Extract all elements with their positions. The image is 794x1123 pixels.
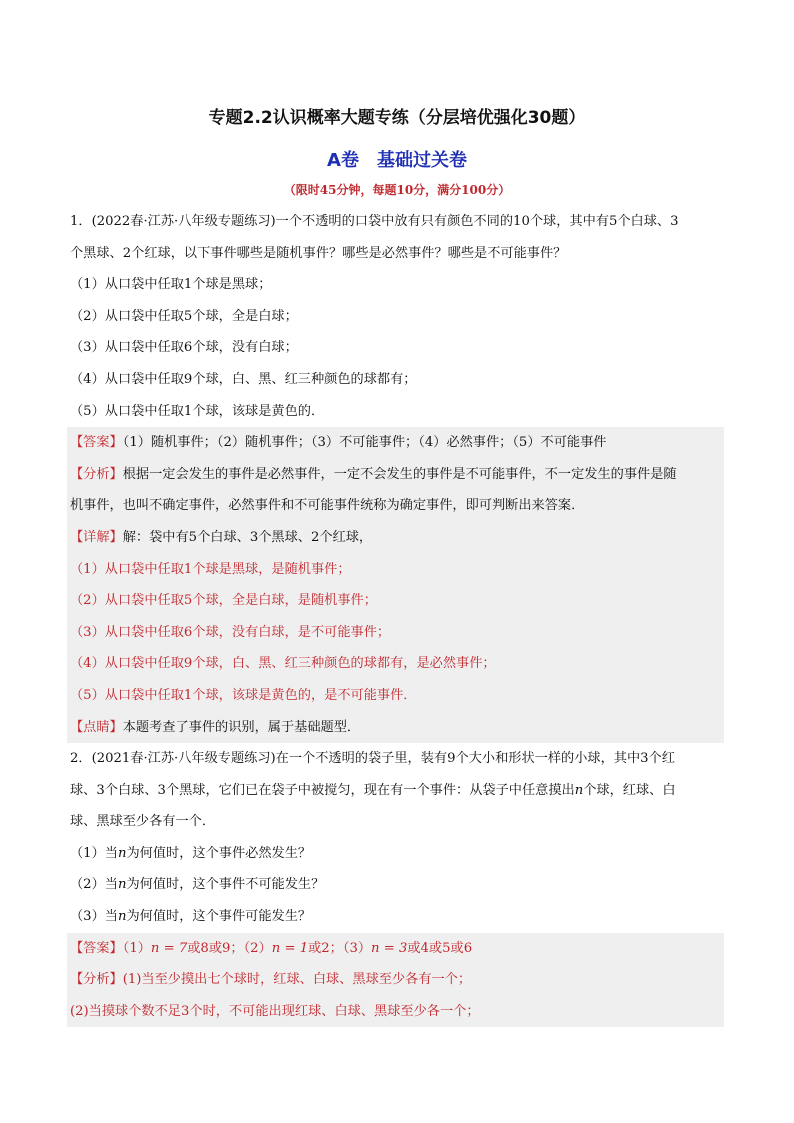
variable-n: n (117, 877, 127, 893)
q1-item-5: （5）从口袋中任取1个球，该球是黄色的． (70, 403, 325, 419)
q2-item3-prefix: （3）当 (70, 909, 118, 925)
q2-answer (67, 933, 724, 965)
document-body (70, 206, 724, 1027)
answer-part: 或4或5或6 (407, 940, 473, 956)
q2-item2-text: 为何值时，这个事件不可能发生？ (126, 877, 325, 893)
analysis-tag: 【分析】 (70, 466, 123, 482)
answer-text: （1）随机事件；（2）随机事件；（3）不可能事件；（4）必然事件；（5）不可能事件 (122, 435, 607, 451)
q1-item-3: （3）从口袋中任取6个球，没有白球； (70, 340, 298, 356)
q1-detail-item-1: （1）从口袋中任取1个球是黑球，是随机事件； (67, 554, 724, 586)
q1-stem-line1: 1．(2022春·江苏·八年级专题练习)一个不透明的口袋中放有只有颜色不同的10个球，其中有5个白球、3 (70, 214, 679, 229)
q1-item-4: （4）从口袋中任取9个球，白、黑、红三种颜色的球都有； (70, 371, 417, 387)
detail-intro-text: 解：袋中有5个白球、3个黑球、2个红球， (122, 529, 373, 545)
q2-item-1 (70, 838, 724, 870)
time-limit-note: （限时45分钟，每题10分，满分100分） (283, 183, 511, 197)
answer-part: （1） (122, 940, 151, 956)
q1-detail-item-2: （2）从口袋中任取5个球，全是白球，是随机事件； (67, 585, 724, 617)
answer-tag: 【答案】 (70, 940, 123, 956)
comment-text: 本题考查了事件的识别，属于基础题型． (122, 719, 361, 735)
q2-item3-text: 为何值时，这个事件可能发生？ (126, 909, 312, 925)
q1-detail-item-5: （5）从口袋中任取1个球，该球是黄色的，是不可能事件． (67, 680, 724, 712)
q2-item-2 (70, 869, 724, 901)
q1-item-2: （2）从口袋中任取5个球，全是白球； (70, 308, 298, 324)
q1-item-1: （1）从口袋中任取1个球是黑球； (70, 277, 272, 293)
q2-item-3 (70, 901, 724, 933)
variable-n: n (117, 845, 127, 861)
analysis-text: (1)当至少摸出七个球时，红球、白球、黑球至少各有一个； (122, 972, 472, 988)
q2-item2-prefix: （2）当 (70, 877, 118, 893)
q2-stem-line1: 2．(2021春·江苏·八年级专题练习)在一个不透明的袋子里，装有9个大小和形状一样的小球，其中3个红 (70, 751, 675, 767)
q1-detail-item-4: （4）从口袋中任取9个球，白、黑、红三种颜色的球都有，是必然事件； (67, 648, 724, 680)
q2-analysis-line1 (67, 964, 724, 996)
q2-stem-line2 (70, 775, 724, 807)
answer-math: n = 3 (371, 940, 408, 956)
q1-detail-intro (67, 522, 724, 554)
comment-tag: 【点睛】 (70, 719, 123, 735)
answer-part: 或8或9；（2） (187, 940, 272, 956)
q1-analysis-line1 (67, 459, 724, 491)
analysis-tag: 【分析】 (70, 972, 123, 988)
answer-math: n = 7 (150, 940, 188, 956)
q1-analysis-line2: 机事件，也叫不确定事件，必然事件和不可能事件统称为确定事件，即可判断出来答案． (67, 490, 724, 522)
q2-item1-prefix: （1）当 (70, 845, 118, 861)
variable-n: n (117, 909, 127, 925)
answer-math: n = 1 (271, 940, 309, 956)
q2-stem-text-a: 球、3个白球、3个黑球，它们已在袋子中被搅匀，现在有一个事件：从袋子中任意摸出 (70, 782, 575, 798)
q2-stem-line3: 球、黑球至少各有一个． (70, 814, 216, 830)
answer-tag: 【答案】 (70, 435, 123, 451)
q2-item1-text: 为何值时，这个事件必然发生？ (126, 845, 312, 861)
analysis-text: 根据一定会发生的事件是必然事件，一定不会发生的事件是不可能事件，不一定发生的事件是随 (122, 466, 677, 482)
q2-stem-text-b: 个球，红球、白 (583, 782, 676, 798)
q1-answer (67, 427, 724, 459)
variable-n: n (574, 782, 584, 798)
detail-tag: 【详解】 (70, 529, 123, 545)
q1-detail-item-3: （3）从口袋中任取6个球，没有白球，是不可能事件； (67, 617, 724, 649)
section-title: A卷 基础过关卷 (327, 150, 467, 171)
answer-part: 或2；（3） (308, 940, 372, 956)
document-title: 专题2.2认识概率大题专练（分层培优强化30题） (208, 108, 586, 128)
q1-stem-line2: 个黑球、2个红球，以下事件哪些是随机事件？哪些是必然事件？哪些是不可能事件？ (70, 245, 567, 261)
q2-analysis-line2: (2)当摸球个数不足3个时，不可能出现红球、白球、黑球至少各一个； (67, 996, 724, 1028)
q1-comment (67, 712, 724, 744)
